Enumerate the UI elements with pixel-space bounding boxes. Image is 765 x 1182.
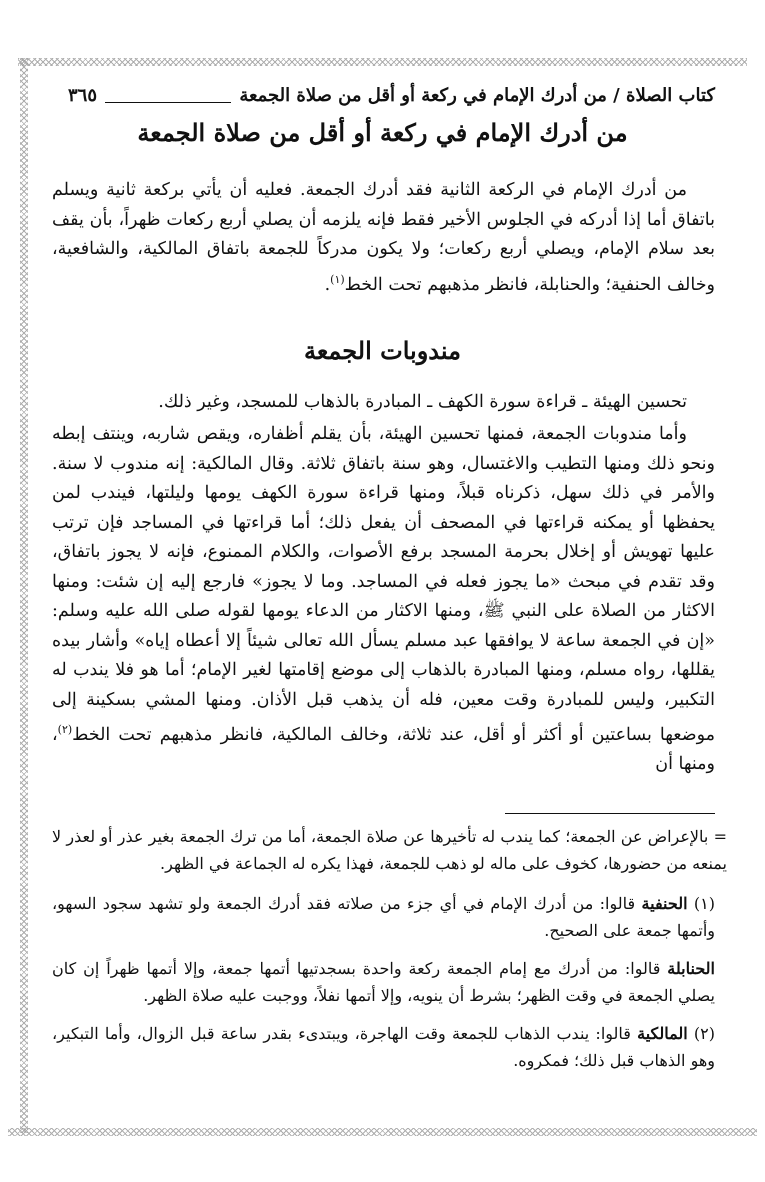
footnote-ref-1: (١) (330, 272, 345, 286)
section-title-recommended-acts: مندوبات الجمعة (303, 336, 462, 365)
footnote-1-hanbali (52, 955, 715, 1009)
footnote-number: (٢) (693, 1024, 715, 1043)
page-header (68, 80, 715, 110)
header-rule (105, 88, 231, 103)
footnote-separator (505, 813, 715, 814)
footnote-text: قالوا: من أدرك الإمام في أي جزء من صلاته فقد أدرك الجمعة ولو تشهد سجود السهو، وأتمها جمعة على الصحيح. (52, 894, 715, 940)
decorative-border-bottom (8, 1128, 757, 1136)
paragraph-text: وأما مندوبات الجمعة، فمنها تحسين الهيئة، بأن يقلم أظفاره، ويقص شاربه، وينتف إبطه ونحو ذلك ومنها التطيب والاغتسال، وهو سنة باتفاق ثلاثة. وقال المالكية: إنه مندوب لا سنة. والأمر في ذلك سهل، ذكرناه قبلاً، ومنها قراءة سورة الكهف يومها وليلتها، فيندب لمن يحفظها أو يمكنه قراءتها في المصحف أن يفعل ذلك؛ أما قراءتها في المساجد فإن ترتب عليها تهويش أو إخلال بحرمة المسجد برفع الأصوات، والكلام الممنوع، فإنه لا يجوز باتفاق، وقد تقدم في مبحث «ما يجوز فعله في المساجد. وما لا يجوز» فارجع إليه إن شئت: ومنها الاكثار من الصلاة على النبي ﷺ، ومنها الاكثار من الدعاء يومها لقوله صلى الله عليه وسلم: «إن في الجمعة ساعة لا يوافقها عبد مسلم يسأل الله تعالى شيئاً إلا أعطاه إياه» وأشار بيده يقللها، رواه مسلم، ومنها المبادرة بالذهاب إلى موضع إقامتها لغير الإمام؛ أما هو فلا يندب له التكبير، وليس للمبادرة وقت معين، فله أن يذهب قبل الأذان. ومنها المشي بسكينة إلى موضعها بساعتين أو أكثر أو أقل، عند ثلاثة، وخالف المالكية، فانظر مذهبهم تحت الخط (52, 424, 715, 745)
footnote-school-label: المالكية (637, 1024, 688, 1043)
page-number: ٣٦٥ (68, 84, 98, 106)
paragraph-late-jumuah (52, 176, 715, 300)
running-title: كتاب الصلاة / من أدرك الإمام في ركعة أو أقل من صلاة الجمعة (239, 84, 715, 106)
footnote-school-label: الحنابلة (667, 959, 715, 978)
paragraph-end: . (324, 274, 331, 295)
footnote-text: قالوا: من أدرك مع إمام الجمعة ركعة واحدة بسجدتيها أتمها جمعة، وإلا أتمها ظهراً إن كان يصلي الجمعة في وقت الظهر؛ بشرط أن ينويه، وإلا أتمها نفلاً، ووجبت عليه صلاة الظهر. (52, 959, 715, 1005)
paragraph-end: ، ومنها أن (52, 724, 715, 775)
footnote-2-maliki (52, 1020, 715, 1074)
decorative-border-top (18, 58, 747, 66)
paragraph-summary: تحسين الهيئة ـ قراءة سورة الكهف ـ المبادرة بالذهاب للمسجد، وغير ذلك. (158, 392, 687, 412)
footnote-continuation: = بالإعراض عن الجمعة؛ كما يندب له تأخيرها عن صلاة الجمعة، أما من ترك الجمعة بغير عذر أو لعذر لا يمنعه من حضورها، كخوف على ماله لو ذهب للجمعة، فهذا يكره له الجماعة في الظهر. (52, 827, 727, 873)
paragraph-text: من أدرك الإمام في الركعة الثانية فقد أدرك الجمعة. فعليه أن يأتي بركعة ثانية ويسلم باتفاق أما إذا أدركه في الجلوس الأخير فقط فإنه يلزمه أن يصلي أربع ركعات ظهراً، بأن يقف بعد سلام الإمام، ويصلي أربع ركعات؛ ولا يكون مدركاً للجمعة باتفاق المالكية، والشافعية، وخالف الحنفية؛ والحنابلة، فانظر مذهبهم تحت الخط (52, 180, 715, 295)
section-title-late-jumuah: من أدرك الإمام في ركعة أو أقل من صلاة الجمعة (137, 118, 628, 147)
paragraph-recommended-acts (52, 420, 715, 780)
footnote-ref-2: (٢) (57, 723, 73, 736)
footnote-school-label: الحنفية (641, 894, 688, 913)
footnote-number: (١) (693, 894, 716, 913)
decorative-border-left (20, 58, 28, 1133)
footnote-text: قالوا: يندب الذهاب للجمعة وقت الهاجرة، ويبتدىء بقدر ساعة قبل الزوال، وأما التبكير، وهو الذهاب قبل ذلك؛ فمكروه. (52, 1024, 715, 1070)
footnote-1-hanafi (52, 890, 715, 944)
